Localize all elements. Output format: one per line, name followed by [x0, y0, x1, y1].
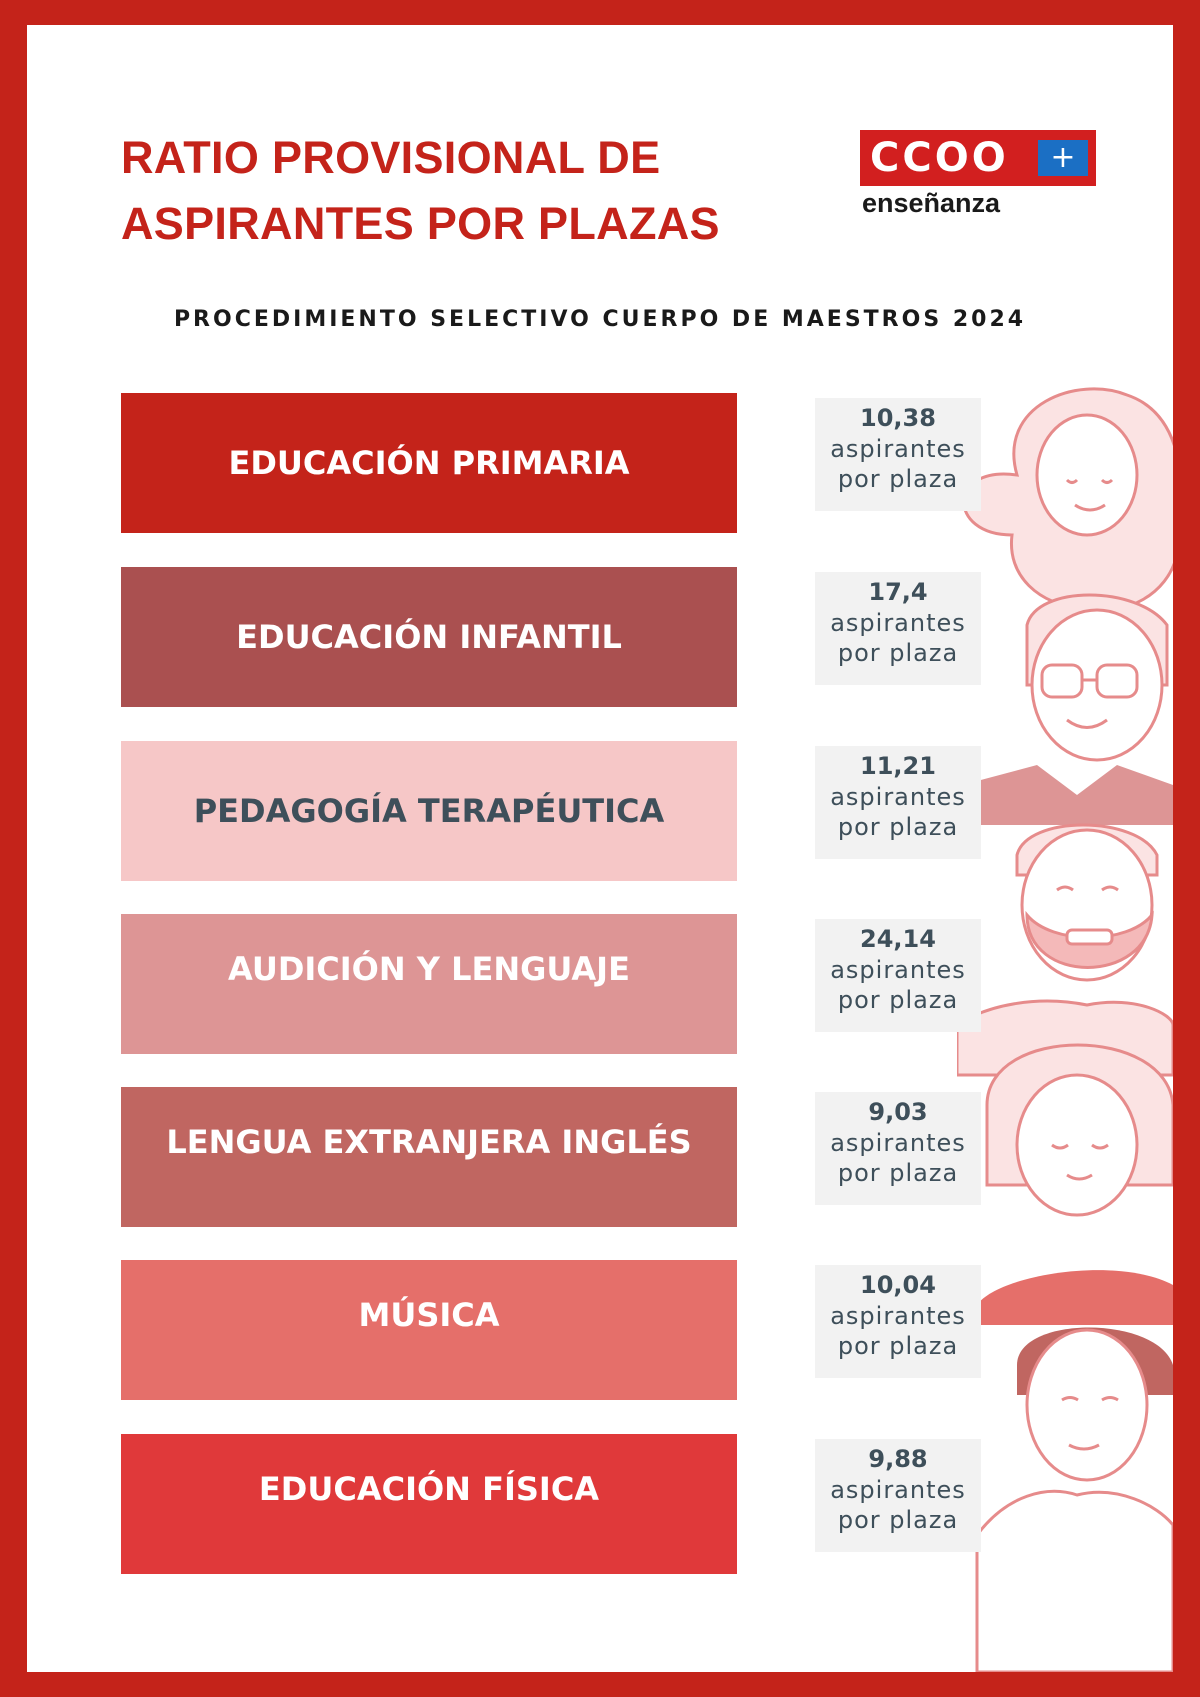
ratio-unit-line-1: aspirantes: [830, 1302, 966, 1330]
row-pedagogia-terapeutica: [27, 741, 1173, 881]
ratio-box: [815, 398, 981, 511]
ratio-box: [815, 919, 981, 1032]
ratio-value: 17,4: [868, 578, 928, 606]
category-label: LENGUA EXTRANJERA INGLÉS: [121, 1087, 737, 1227]
logo-brand: CCOO: [870, 135, 1009, 181]
row-educacion-fisica: [27, 1434, 1173, 1574]
category-label: EDUCACIÓN FÍSICA: [121, 1434, 737, 1574]
category-label: AUDICIÓN Y LENGUAJE: [121, 914, 737, 1054]
ratio-unit-line-2: por plaza: [837, 1332, 959, 1360]
ratio-unit-line-2: por plaza: [837, 465, 959, 493]
row-educacion-primaria: [27, 393, 1173, 533]
infographic-frame: [27, 25, 1173, 1672]
ratio-value: 11,21: [860, 752, 936, 780]
page-subtitle: PROCEDIMIENTO SELECTIVO CUERPO DE MAESTROS 2024: [173, 307, 1027, 332]
category-label: EDUCACIÓN PRIMARIA: [121, 393, 737, 533]
ratio-unit-line-1: aspirantes: [830, 609, 966, 637]
ratio-value: 10,38: [860, 404, 936, 432]
category-label: PEDAGOGÍA TERAPÉUTICA: [121, 741, 737, 881]
row-educacion-infantil: [27, 567, 1173, 707]
ratio-value: 10,04: [860, 1271, 936, 1299]
ratio-unit-line-1: aspirantes: [830, 956, 966, 984]
ratio-unit-line-1: aspirantes: [830, 1476, 966, 1504]
ratio-unit-line-2: por plaza: [837, 1506, 959, 1534]
ratio-unit-line-1: aspirantes: [830, 783, 966, 811]
ratio-unit-line-2: por plaza: [837, 986, 959, 1014]
ratio-unit-line-2: por plaza: [837, 1159, 959, 1187]
row-musica: [27, 1260, 1173, 1400]
logo-subtitle: enseñanza: [862, 188, 1001, 218]
ratio-unit-line-1: aspirantes: [830, 1129, 966, 1157]
ratio-value: 9,88: [868, 1445, 928, 1473]
logo-plus-icon: +: [1038, 140, 1088, 176]
category-label: EDUCACIÓN INFANTIL: [121, 567, 737, 707]
ratio-box: [815, 746, 981, 859]
row-audicion-y-lenguaje: [27, 914, 1173, 1054]
ratio-list: [27, 25, 1173, 1672]
ratio-box: [815, 572, 981, 685]
ratio-unit-line-1: aspirantes: [830, 435, 966, 463]
category-label: MÚSICA: [121, 1260, 737, 1400]
ratio-box: [815, 1092, 981, 1205]
ratio-box: [815, 1439, 981, 1552]
ratio-unit-line-2: por plaza: [837, 813, 959, 841]
ratio-value: 9,03: [868, 1098, 928, 1126]
ratio-unit-line-2: por plaza: [837, 639, 959, 667]
page-title-line-1: RATIO PROVISIONAL DE: [121, 132, 661, 183]
page-title-line-2: ASPIRANTES POR PLAZAS: [121, 198, 720, 249]
ratio-value: 24,14: [860, 925, 936, 953]
ratio-box: [815, 1265, 981, 1378]
row-lengua-extranjera-ingles: [27, 1087, 1173, 1227]
